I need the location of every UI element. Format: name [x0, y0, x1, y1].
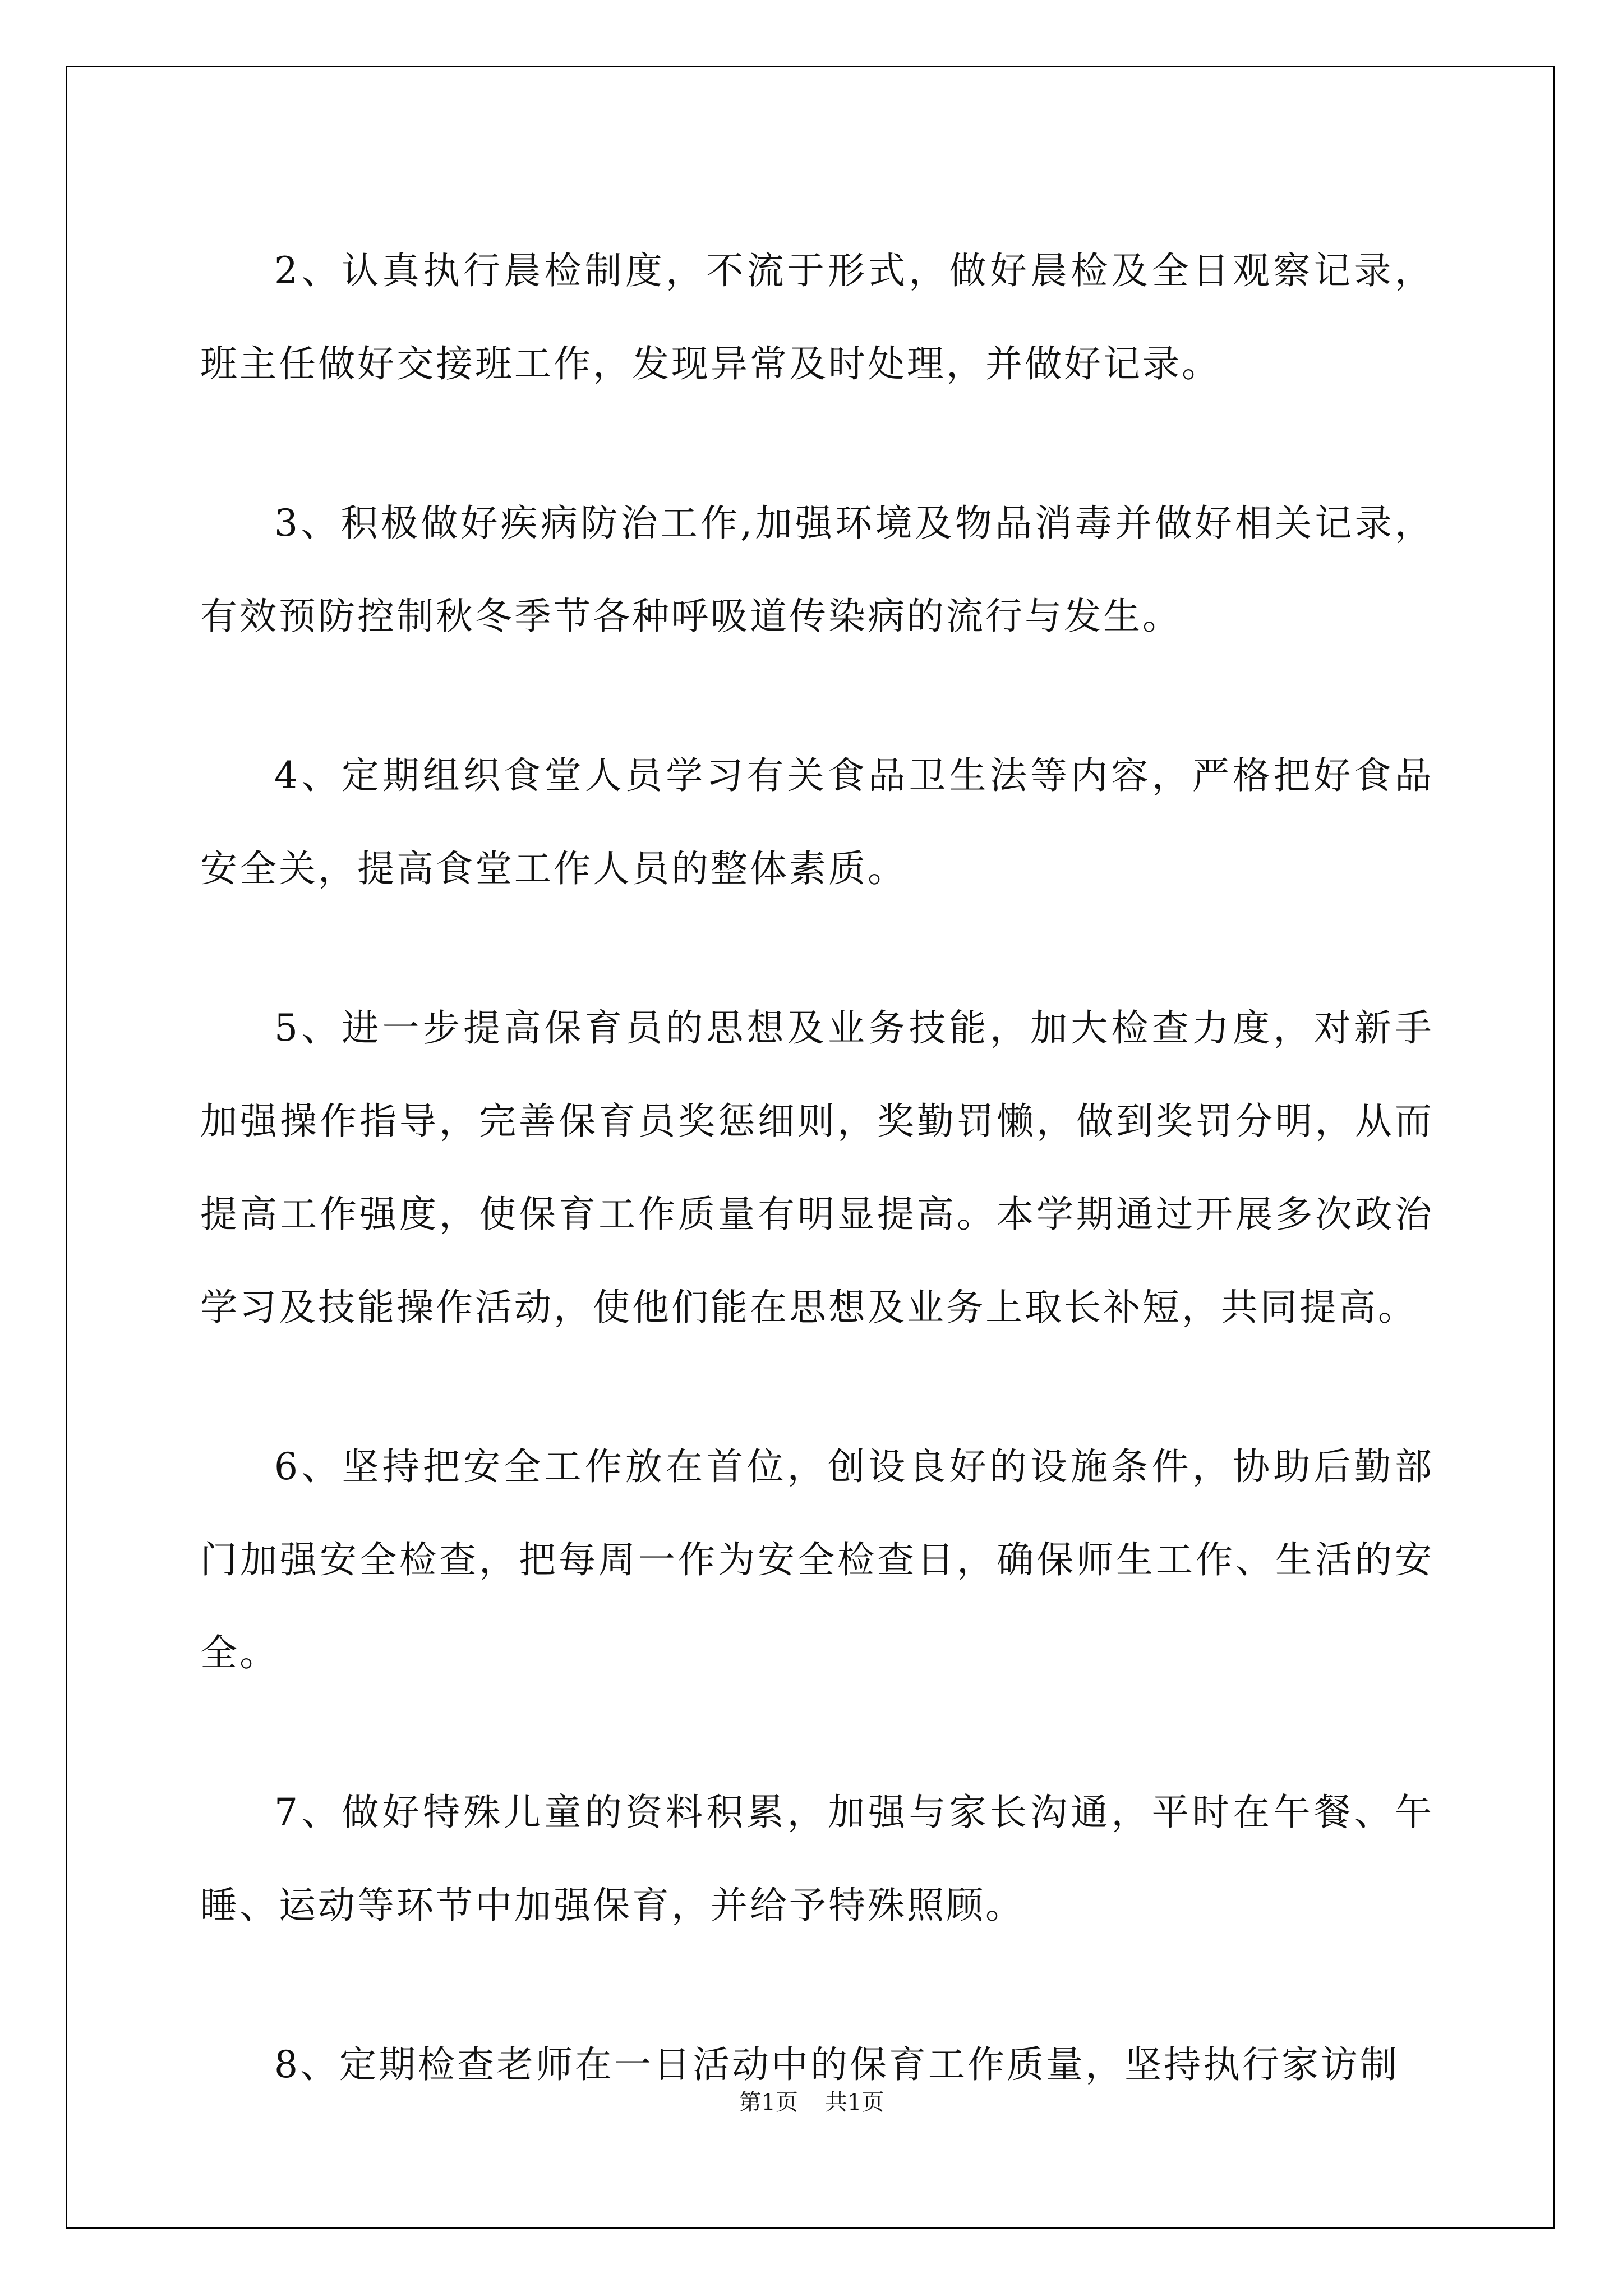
- paragraph-item-6: 6、坚持把安全工作放在首位，创设良好的设施条件，协助后勤部门加强安全检查，把每周一作为安全检查日，确保师生工作、生活的安全。: [200, 1445, 1434, 1674]
- page-number: 第1页: [739, 2090, 798, 2115]
- paragraph-item-3: 3、积极做好疾病防治工作,加强环境及物品消毒并做好相关记录，有效预防控制秋冬季节各种呼吸道传染病的流行与发生。: [200, 501, 1434, 638]
- paragraph-item-4: 4、定期组织食堂人员学习有关食品卫生法等内容，严格把好食品安全关，提高食堂工作人员的整体素质。: [200, 754, 1434, 890]
- paragraph-item-5: 5、进一步提高保育员的思想及业务技能，加大检查力度，对新手加强操作指导，完善保育员奖惩细则，奖勤罚懒，做到奖罚分明，从而提高工作强度，使保育工作质量有明显提高。本学期通过开展多次政治学习及技能操作活动，使他们能在思想及业务上取长补短，共同提高。: [200, 1006, 1434, 1329]
- paragraph-item-2: 2、认真执行晨检制度，不流于形式，做好晨检及全日观察记录，班主任做好交接班工作，发现异常及时处理，并做好记录。: [200, 249, 1434, 385]
- page-total: 共1页: [825, 2090, 884, 2115]
- paragraph-item-7: 7、做好特殊儿童的资料积累，加强与家长沟通，平时在午餐、午睡、运动等环节中加强保育，并给予特殊照顾。: [200, 1791, 1434, 1927]
- page-footer: [0, 2088, 1623, 2117]
- paragraph-item-8: 8、定期检查老师在一日活动中的保育工作质量，坚持执行家访制: [274, 2043, 1399, 2086]
- document-body: [200, 224, 1434, 2178]
